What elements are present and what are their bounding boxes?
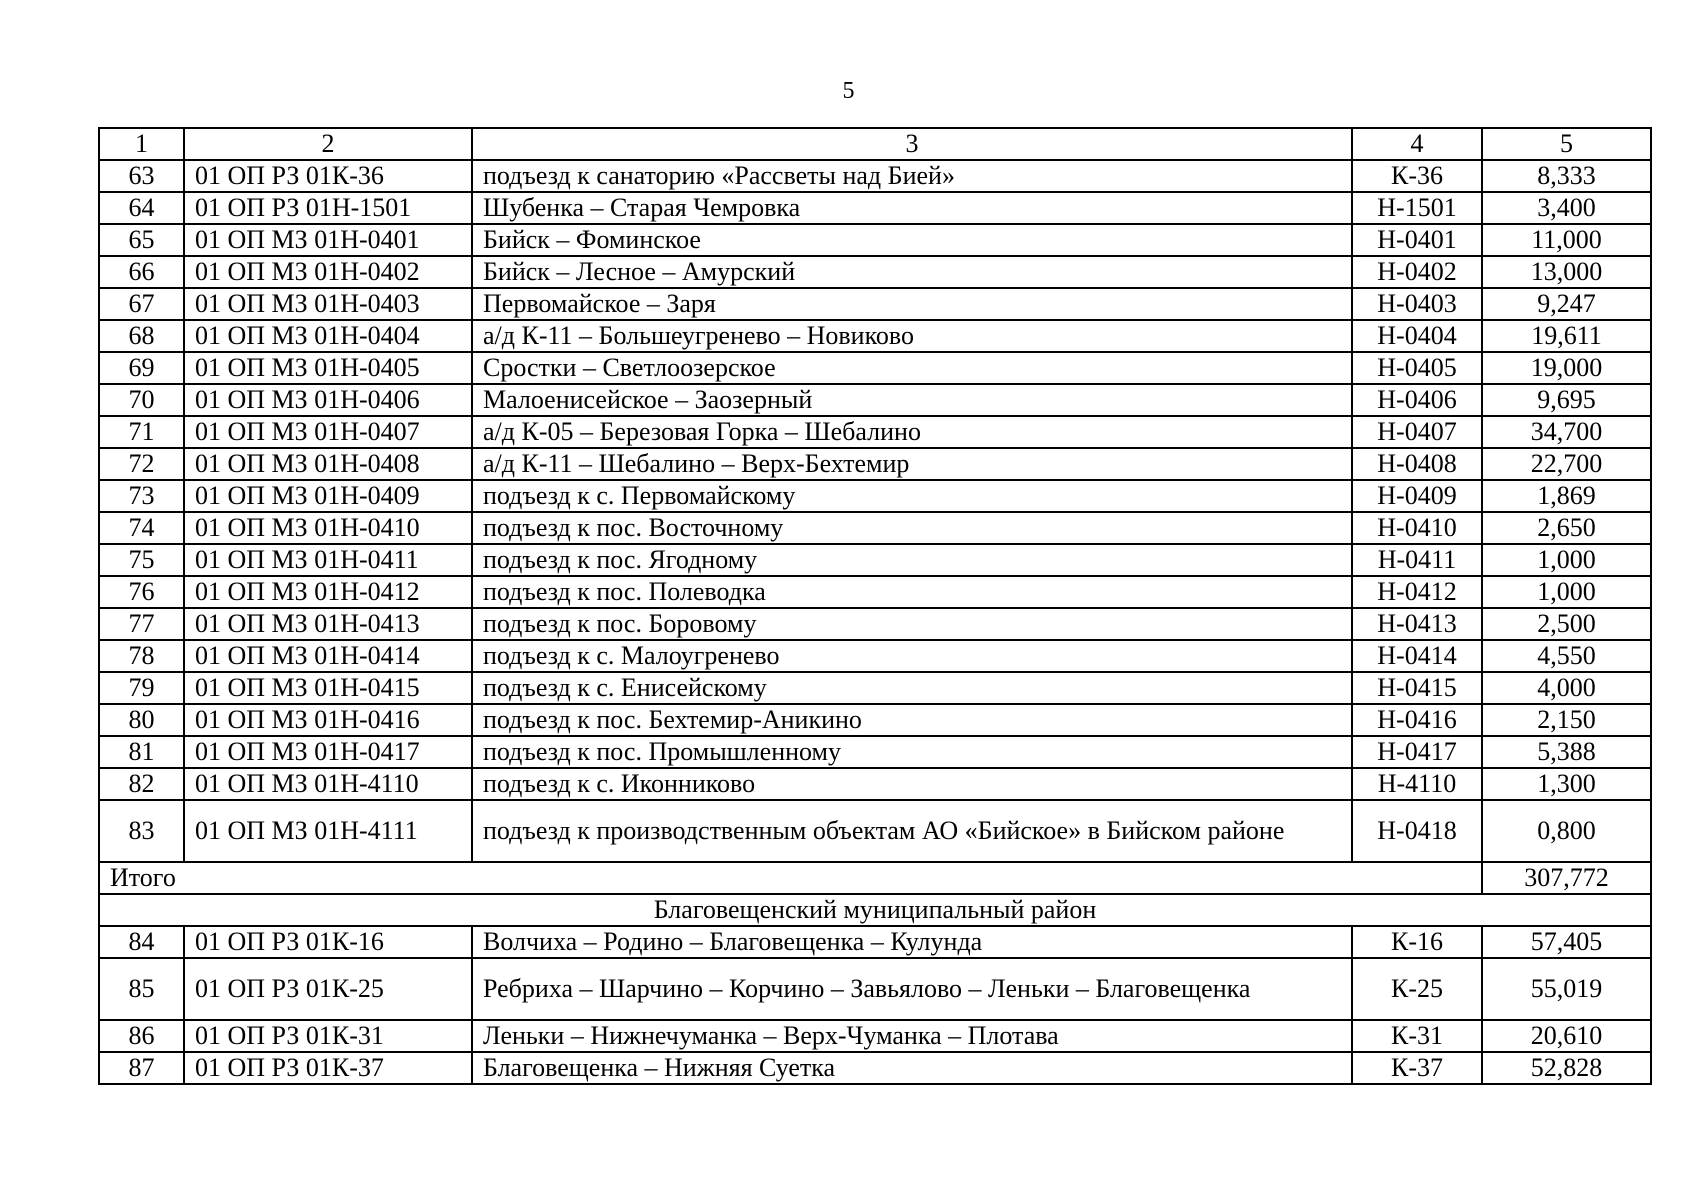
table-row: [99, 1020, 1651, 1052]
road-id-cell: 01 ОП МЗ 01Н-0412: [184, 576, 472, 608]
table-row: [99, 672, 1651, 704]
row-number-cell: 63: [99, 160, 184, 192]
road-id-cell: 01 ОП МЗ 01Н-0408: [184, 448, 472, 480]
road-name-cell: подъезд к производственным объектам АО «Бийское» в Бийском районе: [472, 800, 1352, 862]
row-number-cell: 65: [99, 224, 184, 256]
road-code-cell: Н-0408: [1352, 448, 1482, 480]
row-number-cell: 82: [99, 768, 184, 800]
road-length-cell: 4,000: [1482, 672, 1651, 704]
road-name-cell: подъезд к пос. Бехтемир-Аникино: [472, 704, 1352, 736]
road-code-cell: Н-0407: [1352, 416, 1482, 448]
road-length-cell: 34,700: [1482, 416, 1651, 448]
table-row: [99, 416, 1651, 448]
table-row: [99, 544, 1651, 576]
table-row: [99, 320, 1651, 352]
road-id-cell: 01 ОП МЗ 01Н-4110: [184, 768, 472, 800]
road-id-cell: 01 ОП МЗ 01Н-0409: [184, 480, 472, 512]
table-row: [99, 256, 1651, 288]
road-name-cell: Ребриха – Шарчино – Корчино – Завьялово – Леньки – Благовещенка: [472, 958, 1352, 1020]
row-number-cell: 64: [99, 192, 184, 224]
road-name-cell: подъезд к с. Енисейскому: [472, 672, 1352, 704]
table-row: [99, 800, 1651, 862]
road-name-cell: а/д К-11 – Большеугренево – Новиково: [472, 320, 1352, 352]
road-length-cell: 0,800: [1482, 800, 1651, 862]
road-length-cell: 9,247: [1482, 288, 1651, 320]
column-number-4: 4: [1352, 128, 1482, 160]
road-length-cell: 57,405: [1482, 926, 1651, 958]
road-length-cell: 52,828: [1482, 1052, 1651, 1084]
row-number-cell: 75: [99, 544, 184, 576]
table-row: [99, 958, 1651, 1020]
road-name-cell: Леньки – Нижнечуманка – Верх-Чуманка – Плотава: [472, 1020, 1352, 1052]
road-name-cell: подъезд к пос. Восточному: [472, 512, 1352, 544]
row-number-cell: 76: [99, 576, 184, 608]
road-name-cell: Бийск – Лесное – Амурский: [472, 256, 1352, 288]
road-name-cell: подъезд к с. Малоугренево: [472, 640, 1352, 672]
road-id-cell: 01 ОП МЗ 01Н-0414: [184, 640, 472, 672]
road-name-cell: подъезд к с. Иконниково: [472, 768, 1352, 800]
road-code-cell: К-37: [1352, 1052, 1482, 1084]
table-row: [99, 160, 1651, 192]
road-id-cell: 01 ОП МЗ 01Н-0403: [184, 288, 472, 320]
table-row: [99, 192, 1651, 224]
row-number-cell: 73: [99, 480, 184, 512]
road-code-cell: Н-0411: [1352, 544, 1482, 576]
row-number-cell: 72: [99, 448, 184, 480]
road-length-cell: 5,388: [1482, 736, 1651, 768]
road-name-cell: Малоенисейское – Заозерный: [472, 384, 1352, 416]
road-code-cell: Н-0414: [1352, 640, 1482, 672]
road-length-cell: 19,000: [1482, 352, 1651, 384]
table-row: [99, 512, 1651, 544]
road-code-cell: К-36: [1352, 160, 1482, 192]
total-label: Итого: [99, 862, 1482, 894]
road-name-cell: подъезд к пос. Промышленному: [472, 736, 1352, 768]
road-code-cell: Н-0401: [1352, 224, 1482, 256]
row-number-cell: 68: [99, 320, 184, 352]
road-id-cell: 01 ОП МЗ 01Н-0410: [184, 512, 472, 544]
row-number-cell: 84: [99, 926, 184, 958]
road-name-cell: подъезд к санаторию «Рассветы над Бией»: [472, 160, 1352, 192]
road-code-cell: Н-0418: [1352, 800, 1482, 862]
total-row: [99, 862, 1651, 894]
row-number-cell: 74: [99, 512, 184, 544]
road-id-cell: 01 ОП РЗ 01К-16: [184, 926, 472, 958]
row-number-cell: 80: [99, 704, 184, 736]
column-number-row: [99, 128, 1651, 160]
road-code-cell: Н-0416: [1352, 704, 1482, 736]
road-id-cell: 01 ОП МЗ 01Н-0411: [184, 544, 472, 576]
road-length-cell: 22,700: [1482, 448, 1651, 480]
road-list-table: [98, 127, 1652, 1085]
road-code-cell: К-31: [1352, 1020, 1482, 1052]
road-code-cell: Н-1501: [1352, 192, 1482, 224]
table-row: [99, 480, 1651, 512]
road-code-cell: К-16: [1352, 926, 1482, 958]
table-row: [99, 576, 1651, 608]
road-name-cell: подъезд к пос. Ягодному: [472, 544, 1352, 576]
road-name-cell: Бийск – Фоминское: [472, 224, 1352, 256]
road-length-cell: 4,550: [1482, 640, 1651, 672]
table-row: [99, 1052, 1651, 1084]
table-row: [99, 448, 1651, 480]
page-number: 5: [842, 78, 855, 104]
row-number-cell: 86: [99, 1020, 184, 1052]
row-number-cell: 70: [99, 384, 184, 416]
road-id-cell: 01 ОП МЗ 01Н-0417: [184, 736, 472, 768]
road-length-cell: 11,000: [1482, 224, 1651, 256]
table-body: [99, 128, 1651, 1084]
table-row: [99, 224, 1651, 256]
road-length-cell: 1,000: [1482, 576, 1651, 608]
road-length-cell: 19,611: [1482, 320, 1651, 352]
road-id-cell: 01 ОП МЗ 01Н-0407: [184, 416, 472, 448]
road-length-cell: 2,500: [1482, 608, 1651, 640]
road-length-cell: 3,400: [1482, 192, 1651, 224]
road-name-cell: а/д К-05 – Березовая Горка – Шебалино: [472, 416, 1352, 448]
row-number-cell: 66: [99, 256, 184, 288]
road-length-cell: 1,000: [1482, 544, 1651, 576]
section-row: [99, 894, 1651, 926]
row-number-cell: 81: [99, 736, 184, 768]
table-row: [99, 352, 1651, 384]
row-number-cell: 77: [99, 608, 184, 640]
road-id-cell: 01 ОП РЗ 01К-25: [184, 958, 472, 1020]
road-id-cell: 01 ОП МЗ 01Н-0405: [184, 352, 472, 384]
road-name-cell: подъезд к пос. Боровому: [472, 608, 1352, 640]
row-number-cell: 83: [99, 800, 184, 862]
row-number-cell: 71: [99, 416, 184, 448]
row-number-cell: 78: [99, 640, 184, 672]
road-id-cell: 01 ОП МЗ 01Н-0406: [184, 384, 472, 416]
column-number-3: 3: [472, 128, 1352, 160]
road-length-cell: 2,150: [1482, 704, 1651, 736]
road-name-cell: Первомайское – Заря: [472, 288, 1352, 320]
road-name-cell: подъезд к с. Первомайскому: [472, 480, 1352, 512]
road-name-cell: Волчиха – Родино – Благовещенка – Кулунда: [472, 926, 1352, 958]
road-id-cell: 01 ОП МЗ 01Н-0415: [184, 672, 472, 704]
road-id-cell: 01 ОП РЗ 01К-31: [184, 1020, 472, 1052]
road-length-cell: 13,000: [1482, 256, 1651, 288]
road-code-cell: Н-4110: [1352, 768, 1482, 800]
road-name-cell: Сростки – Светлоозерское: [472, 352, 1352, 384]
table-row: [99, 288, 1651, 320]
road-length-cell: 8,333: [1482, 160, 1651, 192]
road-code-cell: Н-0403: [1352, 288, 1482, 320]
road-length-cell: 20,610: [1482, 1020, 1651, 1052]
road-code-cell: Н-0412: [1352, 576, 1482, 608]
column-number-2: 2: [184, 128, 472, 160]
road-code-cell: Н-0409: [1352, 480, 1482, 512]
road-length-cell: 55,019: [1482, 958, 1651, 1020]
row-number-cell: 85: [99, 958, 184, 1020]
table-row: [99, 384, 1651, 416]
road-name-cell: Шубенка – Старая Чемровка: [472, 192, 1352, 224]
table-row: [99, 640, 1651, 672]
road-code-cell: Н-0410: [1352, 512, 1482, 544]
road-code-cell: Н-0417: [1352, 736, 1482, 768]
table-row: [99, 736, 1651, 768]
road-id-cell: 01 ОП МЗ 01Н-0402: [184, 256, 472, 288]
road-code-cell: К-25: [1352, 958, 1482, 1020]
road-code-cell: Н-0406: [1352, 384, 1482, 416]
road-length-cell: 1,869: [1482, 480, 1651, 512]
road-name-cell: подъезд к пос. Полеводка: [472, 576, 1352, 608]
table-row: [99, 926, 1651, 958]
road-id-cell: 01 ОП РЗ 01К-37: [184, 1052, 472, 1084]
road-length-cell: 9,695: [1482, 384, 1651, 416]
road-id-cell: 01 ОП МЗ 01Н-0413: [184, 608, 472, 640]
road-id-cell: 01 ОП РЗ 01К-36: [184, 160, 472, 192]
table-row: [99, 608, 1651, 640]
table-row: [99, 704, 1651, 736]
road-length-cell: 2,650: [1482, 512, 1651, 544]
row-number-cell: 69: [99, 352, 184, 384]
road-code-cell: Н-0415: [1352, 672, 1482, 704]
road-length-cell: 1,300: [1482, 768, 1651, 800]
road-id-cell: 01 ОП РЗ 01Н-1501: [184, 192, 472, 224]
road-id-cell: 01 ОП МЗ 01Н-4111: [184, 800, 472, 862]
road-name-cell: а/д К-11 – Шебалино – Верх-Бехтемир: [472, 448, 1352, 480]
table-row: [99, 768, 1651, 800]
road-code-cell: Н-0404: [1352, 320, 1482, 352]
column-number-5: 5: [1482, 128, 1651, 160]
row-number-cell: 79: [99, 672, 184, 704]
row-number-cell: 87: [99, 1052, 184, 1084]
road-code-cell: Н-0413: [1352, 608, 1482, 640]
total-value: 307,772: [1482, 862, 1651, 894]
road-id-cell: 01 ОП МЗ 01Н-0404: [184, 320, 472, 352]
column-number-1: 1: [99, 128, 184, 160]
row-number-cell: 67: [99, 288, 184, 320]
road-id-cell: 01 ОП МЗ 01Н-0416: [184, 704, 472, 736]
road-code-cell: Н-0402: [1352, 256, 1482, 288]
road-id-cell: 01 ОП МЗ 01Н-0401: [184, 224, 472, 256]
road-code-cell: Н-0405: [1352, 352, 1482, 384]
section-title: Благовещенский муниципальный район: [99, 894, 1651, 926]
road-name-cell: Благовещенка – Нижняя Суетка: [472, 1052, 1352, 1084]
